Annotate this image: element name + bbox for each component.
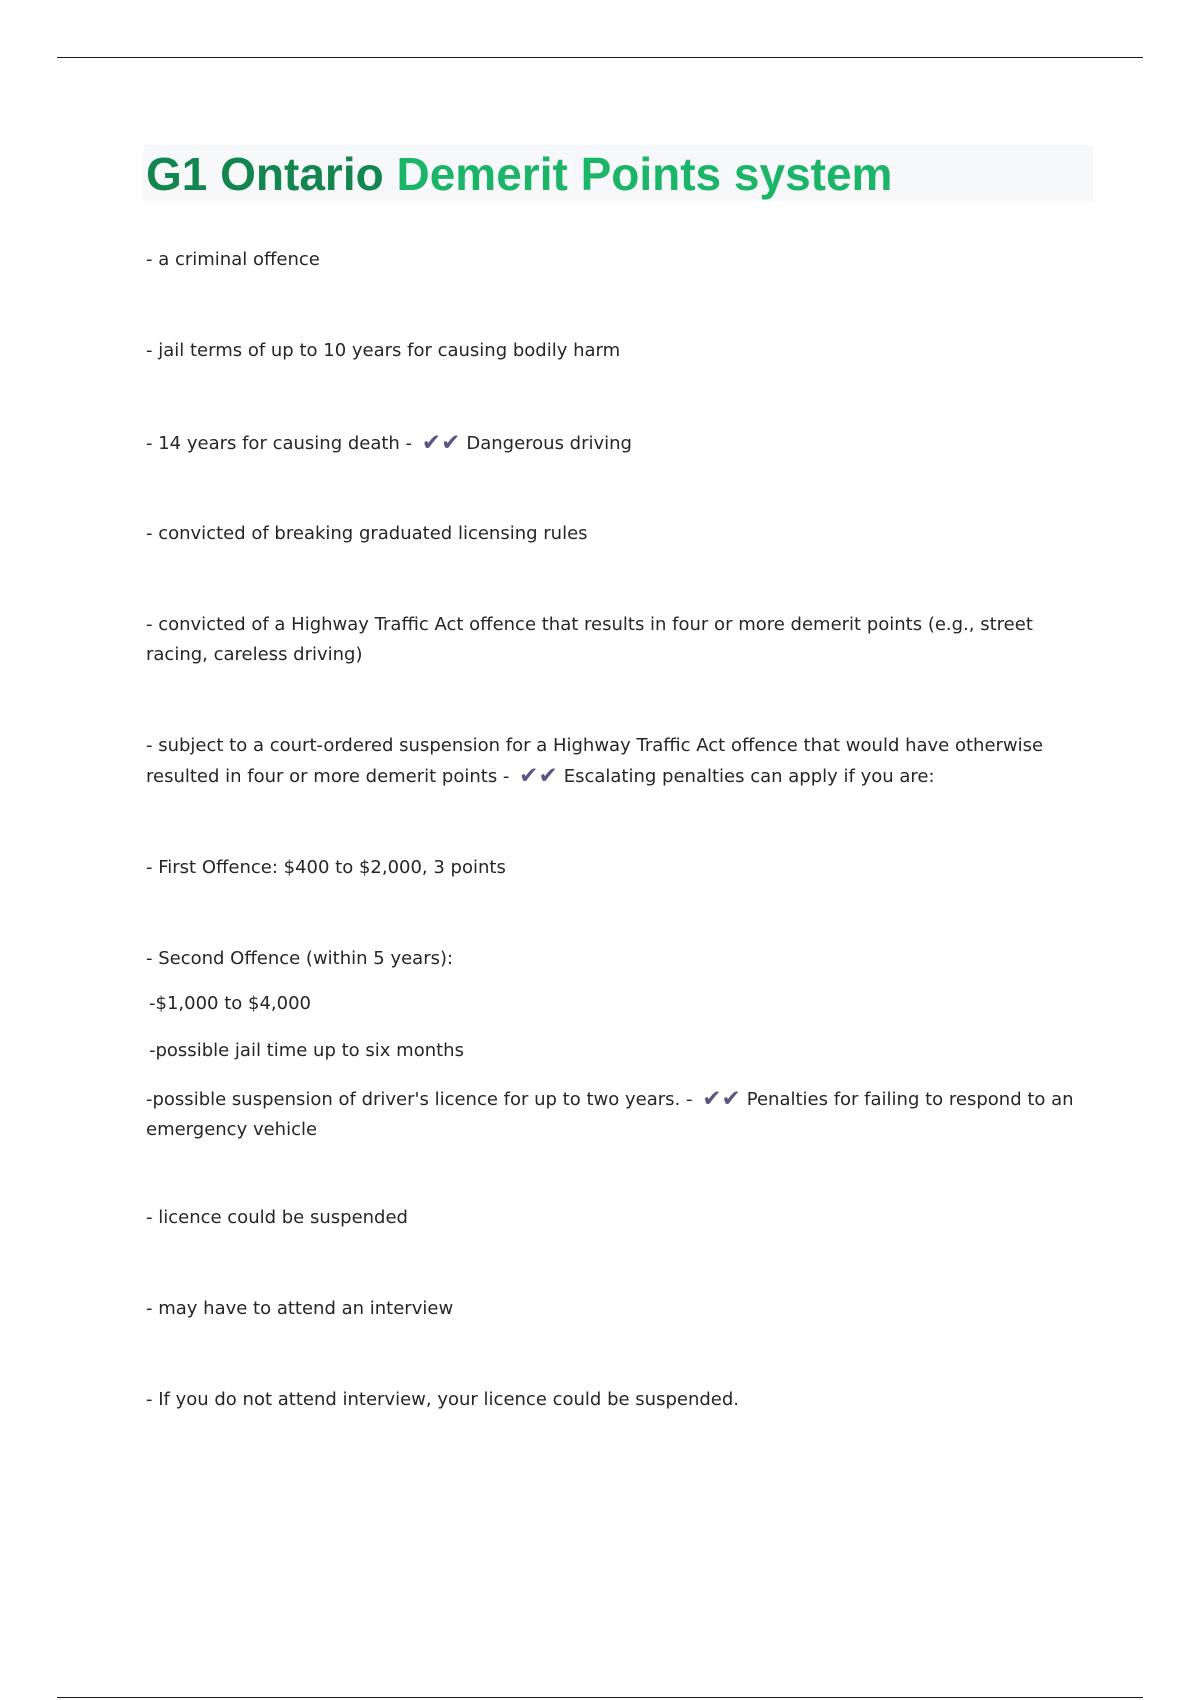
title-part-1: G1 Ontario	[146, 148, 384, 200]
top-rule	[57, 57, 1143, 58]
checkmark-icon: ✔✔	[421, 430, 461, 456]
note-line: - convicted of breaking graduated licensing rules	[146, 523, 588, 544]
note-line: - convicted of a Highway Traffic Act offence that results in four or more demerit points (e.g., street racing, careless driving)	[146, 614, 1033, 665]
note-line	[146, 1084, 1101, 1145]
answer-text: Dangerous driving	[466, 433, 632, 454]
answer-text: Escalating penalties can apply if you are:	[563, 766, 935, 787]
note-line: -possible jail time up to six months	[149, 1040, 464, 1061]
note-line: - jail terms of up to 10 years for causing bodily harm	[146, 340, 621, 361]
note-line: - If you do not attend interview, your licence could be suspended.	[146, 1389, 740, 1410]
checkmark-icon: ✔✔	[519, 763, 558, 789]
line-text: -possible suspension of driver's licence for up to two years. -	[146, 1089, 693, 1110]
note-line: - Second Offence (within 5 years):	[146, 948, 454, 969]
answer-text: Penalties for failing to respond to an emergency vehicle	[146, 1089, 1074, 1140]
page-title	[146, 148, 892, 200]
note-line: - a criminal offence	[146, 249, 320, 270]
bottom-rule	[57, 1697, 1143, 1698]
checkmark-icon: ✔✔	[702, 1086, 741, 1112]
line-text: - 14 years for causing death -	[146, 433, 413, 454]
note-line	[146, 731, 1096, 792]
note-line	[146, 428, 632, 459]
note-line: - may have to attend an interview	[146, 1298, 454, 1319]
title-part-2: Demerit Points system	[396, 148, 893, 200]
note-line: -$1,000 to $4,000	[149, 993, 311, 1014]
line-text: - subject to a court-ordered suspension for a Highway Traffic Act offence that would have otherwise resulted in four or more demerit points -	[146, 735, 1044, 787]
note-line: - First Offence: $400 to $2,000, 3 points	[146, 857, 506, 878]
note-line: - licence could be suspended	[146, 1207, 408, 1228]
